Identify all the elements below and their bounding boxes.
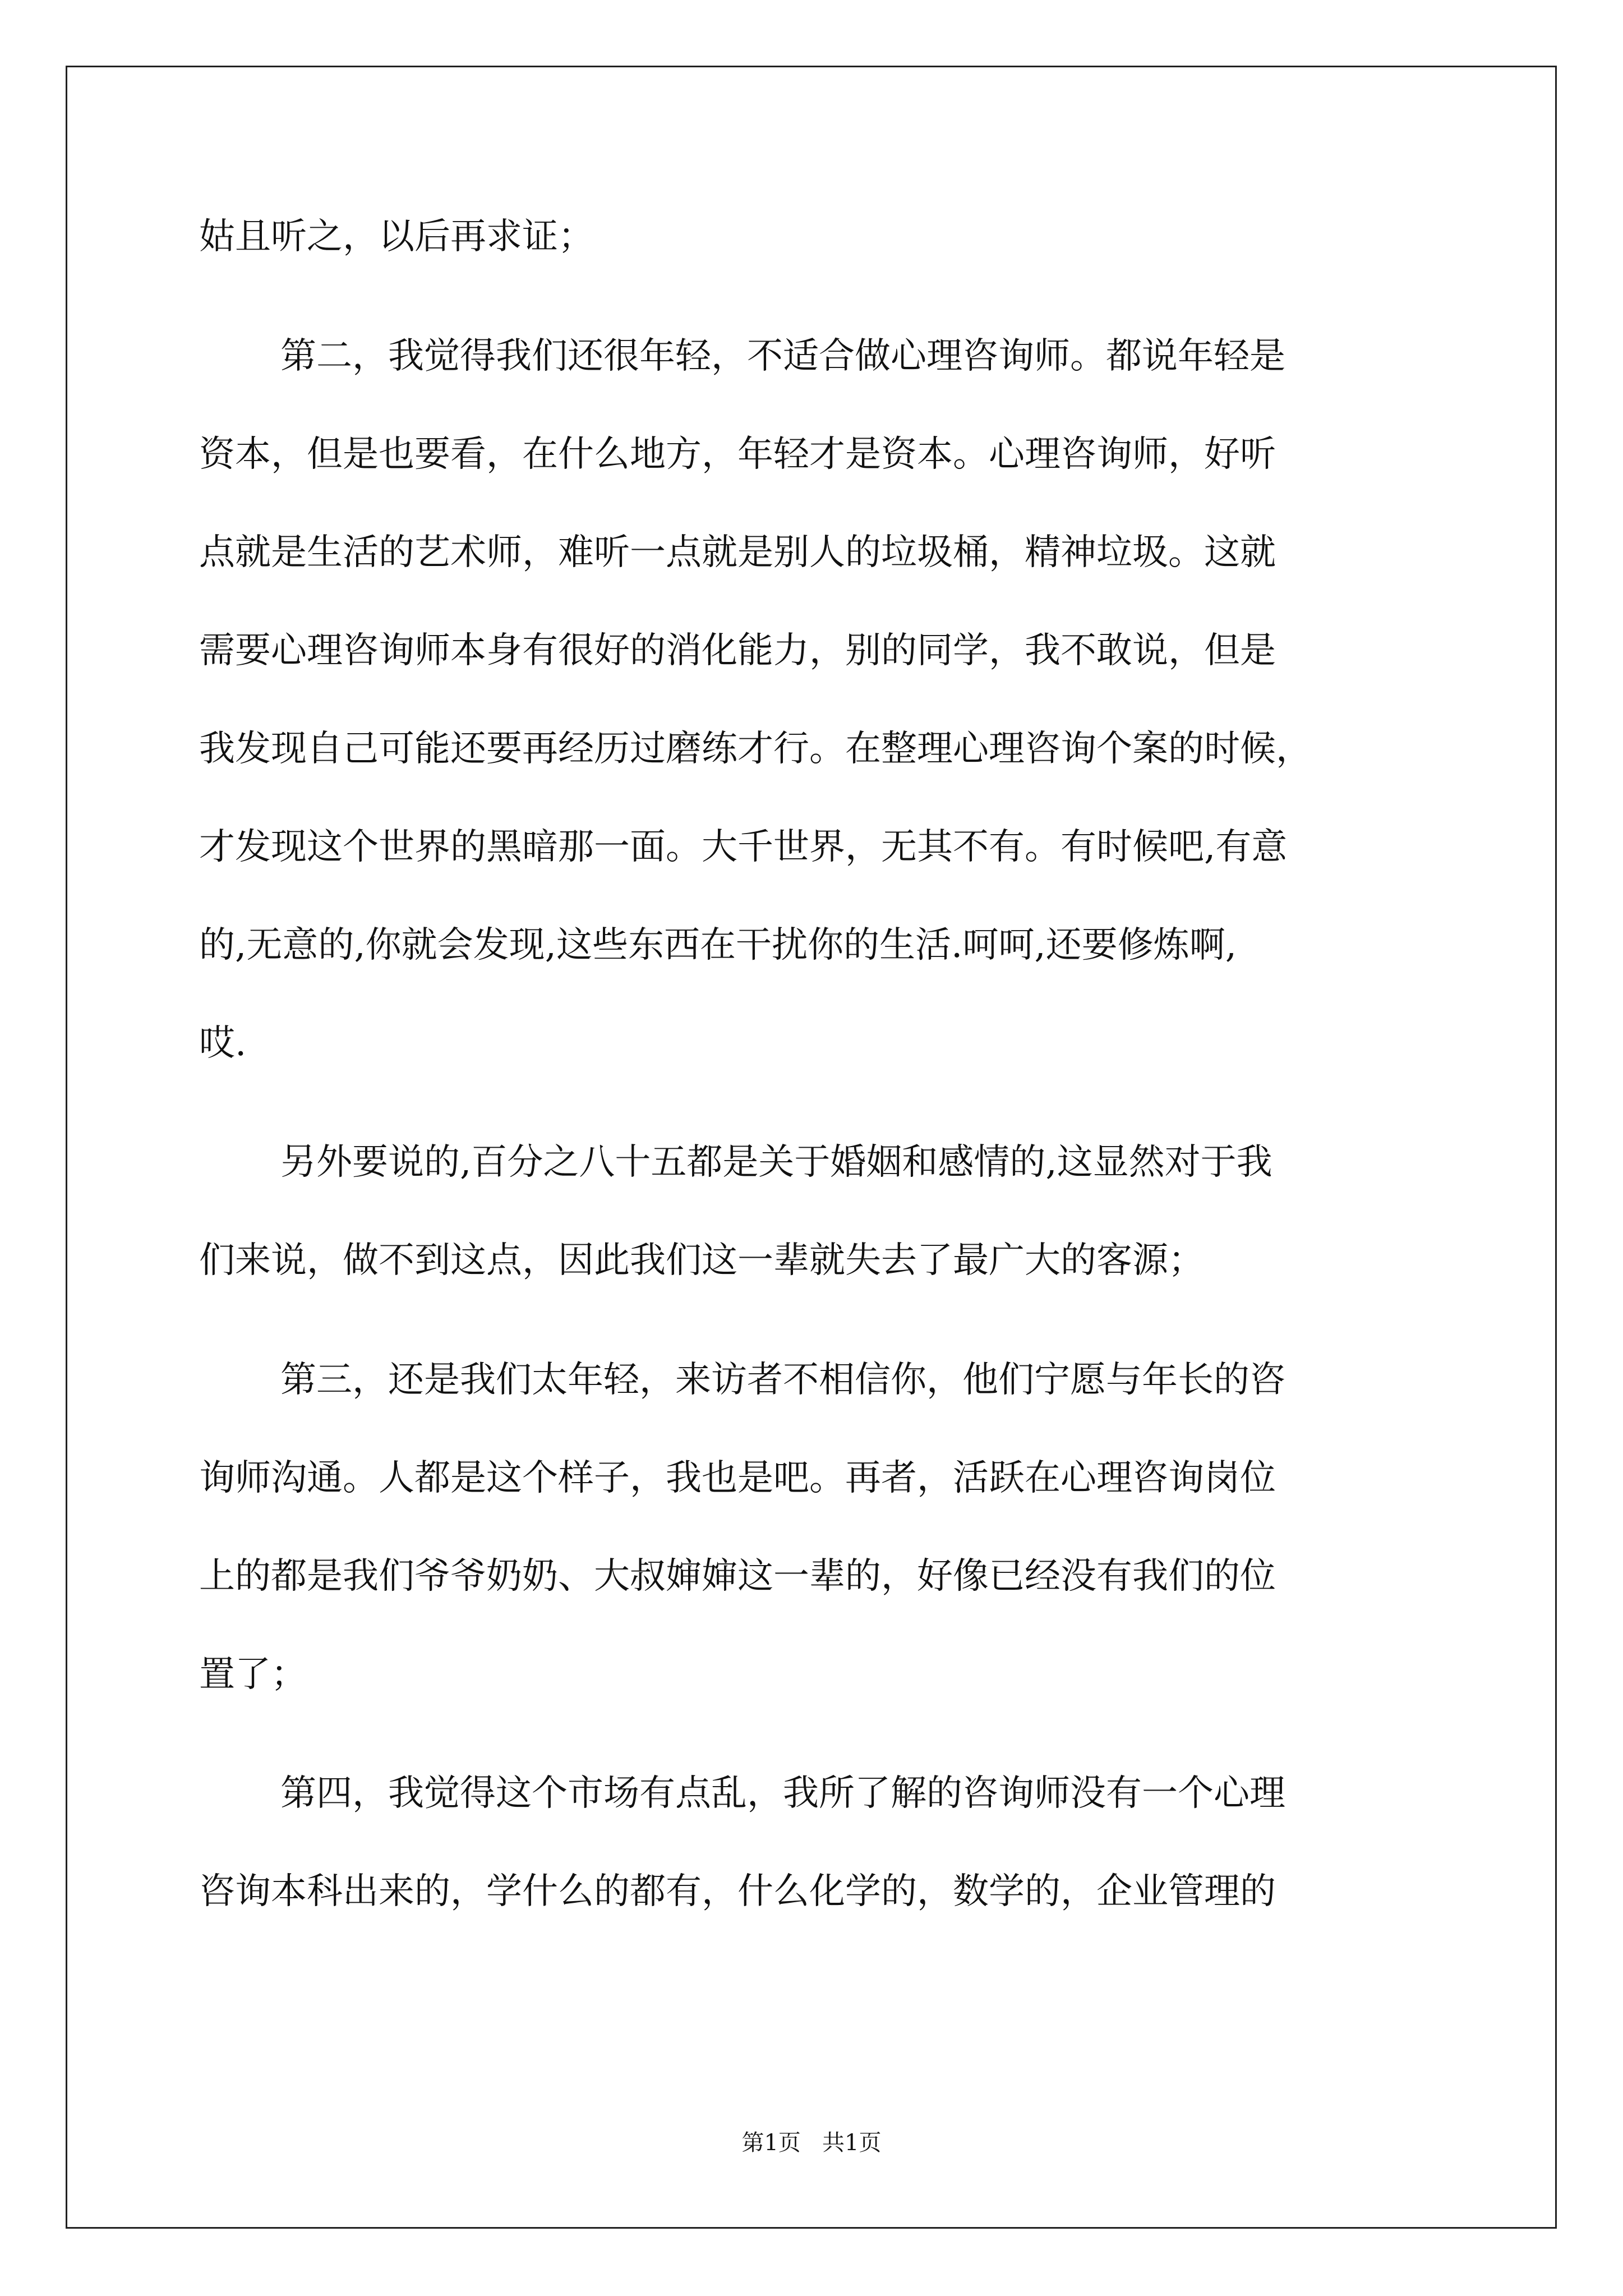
text-line-8: 的,无意的,你就会发现,这些东西在干扰你的生活.呵呵,还要修炼啊, xyxy=(199,924,1237,966)
text-line-14: 上的都是我们爷爷奶奶、大叔婶婶这一辈的，好像已经没有我们的位 xyxy=(199,1556,1276,1597)
text-line-13: 询师沟通。人都是这个样子，我也是吧。再者，活跃在心理咨询岗位 xyxy=(199,1457,1276,1499)
text-line-9: 哎. xyxy=(199,1023,247,1064)
text-line-5: 需要心理咨询师本身有很好的消化能力，别的同学，我不敢说，但是 xyxy=(199,630,1276,671)
text-line-10: 另外要说的,百分之八十五都是关于婚姻和感情的,这显然对于我 xyxy=(280,1142,1272,1183)
text-line-6: 我发现自己可能还要再经历过磨练才行。在整理心理咨询个案的时候， xyxy=(199,728,1312,770)
text-line-1: 姑且听之，以后再求证； xyxy=(199,216,594,257)
text-line-11: 们来说，做不到这点，因此我们这一辈就失去了最广大的客源； xyxy=(199,1240,1204,1281)
text-line-3: 资本，但是也要看，在什么地方，年轻才是资本。心理咨询师，好听 xyxy=(199,434,1276,475)
text-line-2: 第二，我觉得我们还很年轻，不适合做心理咨询师。都说年轻是 xyxy=(280,335,1285,377)
text-line-7: 才发现这个世界的黑暗那一面。大千世界，无其不有。有时候吧,有意 xyxy=(199,826,1288,868)
text-line-12: 第三，还是我们太年轻，来访者不相信你，他们宁愿与年长的咨 xyxy=(280,1359,1285,1401)
text-line-15: 置了； xyxy=(199,1654,307,1695)
text-line-17: 咨询本科出来的，学什么的都有，什么化学的，数学的，企业管理的 xyxy=(199,1871,1276,1912)
text-line-16: 第四，我觉得这个市场有点乱，我所了解的咨询师没有一个心理 xyxy=(280,1773,1285,1814)
text-line-4: 点就是生活的艺术师，难听一点就是别人的垃圾桶，精神垃圾。这就 xyxy=(199,532,1276,573)
page-footer: 第1页 共1页 xyxy=(741,2130,882,2156)
